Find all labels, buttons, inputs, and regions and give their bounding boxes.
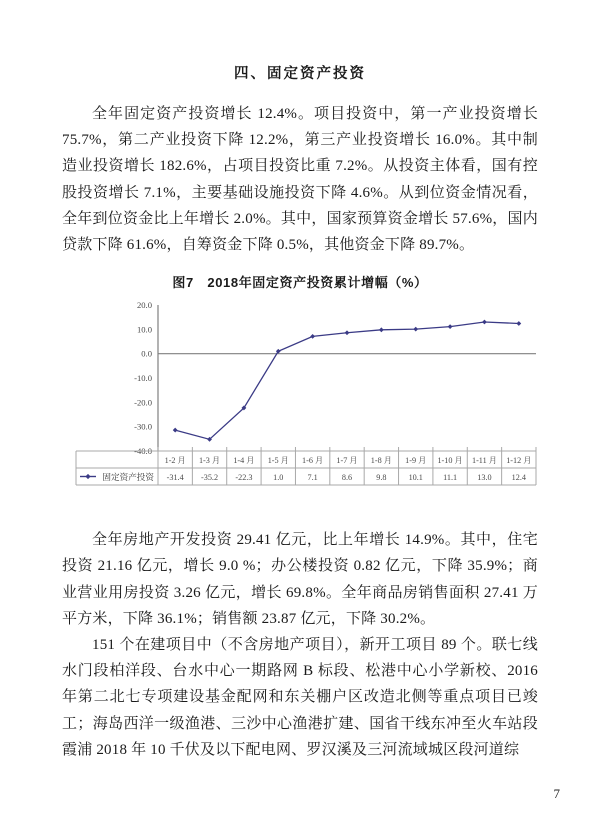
y-axis-tick-label: -20.0 bbox=[134, 397, 152, 408]
data-point-marker bbox=[310, 334, 315, 339]
table-cell-value: 7.1 bbox=[307, 473, 318, 483]
x-axis-category-label: 1-8 月 bbox=[370, 456, 392, 466]
table-cell-value: -22.3 bbox=[235, 473, 253, 483]
table-cell-value: -35.2 bbox=[201, 473, 219, 483]
paragraph-projects: 151 个在建项目中（不含房地产项目），新开工项目 89 个。联七线水门段柏洋段、台水中心一期路网 B 标段、松港中心小学新校、2016 年第二北七专项建设基金配网和东关棚户区改造北侧等重点项目已竣工；海岛西洋一级渔港、三沙中心渔港扩建、国省干线东冲至火车站段霞浦 2018 年 10 千伏及以下配电网、罗汉溪及三河流域城区段河道综 bbox=[62, 637, 538, 758]
table-cell-value: -31.4 bbox=[166, 473, 184, 483]
table-cell-value: 1.0 bbox=[273, 473, 284, 483]
figure-title: 图7 2018年固定资产投资累计增幅（%） bbox=[172, 275, 428, 291]
x-axis-category-label: 1-3 月 bbox=[198, 456, 221, 466]
x-axis-category-label: 1-12 月 bbox=[506, 456, 532, 466]
data-point-marker bbox=[173, 428, 178, 433]
data-point-marker bbox=[482, 320, 487, 325]
paragraph-fixed-asset-investment: 全年固定资产投资增长 12.4%。项目投资中，第一产业投资增长 75.7%，第二产业投资下降 12.2%，第三产业投资增长 16.0%。其中制造业投资增长 182.6%，占项目投资比重 7.2%。从投资主体看，国有控股投资增长 7.1%，主要基础设施投资下降 4.6%。从到位资金情况看，全年到位资金比上年增长 2.0%。其中，国家预算资金增长 57.6%，国内贷款下降 61.6%，自筹资金下降 0.5%，其他资金下降 89.7%。 bbox=[62, 106, 538, 254]
x-axis-category-label: 1-4 月 bbox=[233, 456, 255, 466]
y-axis-tick-label: 0.0 bbox=[141, 348, 152, 359]
y-axis-tick-label: -30.0 bbox=[134, 421, 152, 432]
x-axis-category-label: 1-7 月 bbox=[336, 456, 358, 466]
legend-series-label: 固定资产投资 bbox=[102, 472, 154, 483]
x-axis-category-label: 1-9 月 bbox=[405, 456, 427, 466]
table-cell-value: 9.8 bbox=[376, 473, 387, 483]
x-axis-category-label: 1-6 月 bbox=[302, 456, 324, 466]
data-point-marker bbox=[448, 324, 453, 329]
figure-7 bbox=[62, 272, 538, 517]
table-cell-value: 10.1 bbox=[408, 473, 423, 483]
y-axis-tick-label: -10.0 bbox=[134, 373, 152, 384]
data-line bbox=[175, 322, 519, 439]
line-chart bbox=[62, 301, 538, 517]
x-axis-category-label: 1-5 月 bbox=[267, 456, 289, 466]
data-point-marker bbox=[345, 331, 350, 336]
table-cell-value: 12.4 bbox=[511, 473, 526, 483]
table-cell-value: 11.1 bbox=[443, 473, 458, 483]
data-point-marker bbox=[413, 327, 418, 332]
data-point-marker bbox=[379, 328, 384, 333]
table-cell-value: 13.0 bbox=[477, 473, 492, 483]
legend-point-marker bbox=[85, 474, 90, 479]
page-number: 7 bbox=[553, 786, 560, 801]
table-cell-value: 8.6 bbox=[341, 473, 353, 483]
paragraph-real-estate: 全年房地产开发投资 29.41 亿元，比上年增长 14.9%。其中，住宅投资 21.16 亿元，增长 9.0 %；办公楼投资 0.82 亿元，下降 35.9%；商业营业用房投资 3.26 亿元，增长 69.8%。全年商品房销售面积 27.41 万平方米，下降 36.1%；销售额 23.87 亿元，下降 30.2%。 bbox=[62, 532, 538, 627]
page-title: 四、固定资产投资 bbox=[234, 66, 366, 82]
data-point-marker bbox=[516, 321, 521, 326]
x-axis-category-label: 1-10 月 bbox=[437, 456, 463, 466]
chart-svg bbox=[62, 301, 538, 517]
y-axis-tick-label: 20.0 bbox=[136, 301, 152, 311]
y-axis-tick-label: -40.0 bbox=[134, 446, 152, 457]
y-axis-tick-label: 10.0 bbox=[136, 324, 152, 335]
x-axis-category-label: 1-2 月 bbox=[164, 456, 186, 466]
x-axis-category-label: 1-11 月 bbox=[471, 456, 497, 466]
